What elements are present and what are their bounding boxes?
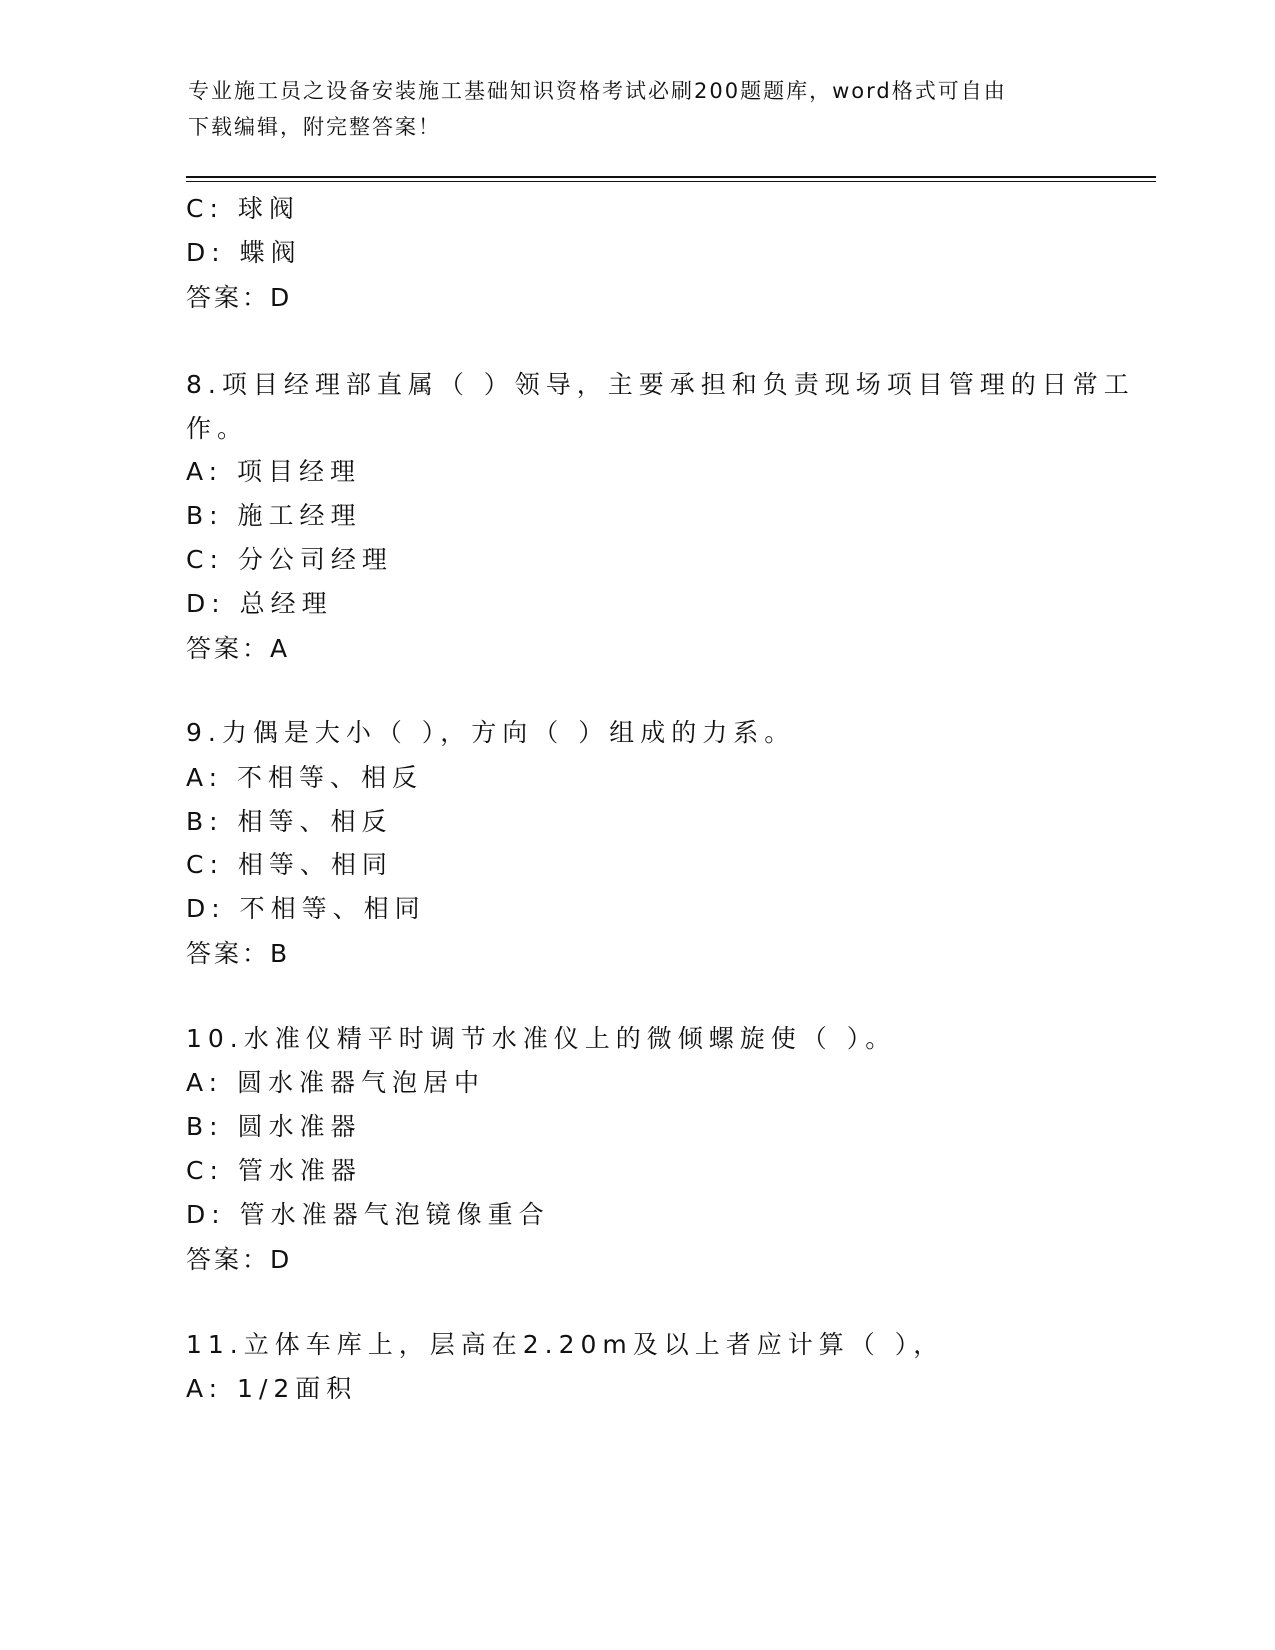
q9-option-a: A: 不相等、相反 <box>186 763 424 792</box>
q8-option-b: B: 施工经理 <box>186 501 362 530</box>
header-line-2: 下载编辑，附完整答案！ <box>188 115 441 139</box>
q9-option-b: B: 相等、相反 <box>186 807 393 836</box>
header-rule-thick <box>186 176 1156 178</box>
header-line-1: 专业施工员之设备安装施工基础知识资格考试必刷200题题库，word格式可自由 <box>188 79 1007 103</box>
q9-stem: 9.力偶是大小（ ），方向（ ）组成的力系。 <box>186 718 796 747</box>
q10-answer: 答案：D <box>186 1245 293 1274</box>
q8-option-c: C: 分公司经理 <box>186 545 393 574</box>
document-header <box>188 73 1088 145</box>
q11-option-a: A: 1/2面积 <box>186 1374 358 1403</box>
q9-option-d: D: 不相等、相同 <box>186 894 426 923</box>
q10-stem: 10.水准仪精平时调节水准仪上的微倾螺旋使（ ）。 <box>186 1024 897 1053</box>
q9-answer: 答案：B <box>186 939 291 968</box>
q7-answer: 答案：D <box>186 283 293 312</box>
header-rule-thin <box>186 181 1156 182</box>
q10-option-c: C: 管水准器 <box>186 1156 362 1185</box>
q7-option-c: C: 球阀 <box>186 194 300 223</box>
q10-option-a: A: 圆水准器气泡居中 <box>186 1068 486 1097</box>
q11-stem: 11.立体车库上，层高在2.20m及以上者应计算（ ）， <box>186 1330 945 1359</box>
q10-option-b: B: 圆水准器 <box>186 1112 362 1141</box>
q7-option-d: D: 蝶阀 <box>186 238 302 267</box>
q10-option-d: D: 管水准器气泡镜像重合 <box>186 1200 550 1229</box>
q9-option-c: C: 相等、相同 <box>186 850 393 879</box>
q8-answer: 答案：A <box>186 634 291 663</box>
q8-option-d: D: 总经理 <box>186 589 333 618</box>
q8-stem-line-1: 8.项目经理部直属（ ）领导，主要承担和负责现场项目管理的日常工 <box>186 370 1135 399</box>
q8-option-a: A: 项目经理 <box>186 457 362 486</box>
q8-stem-line-2: 作。 <box>186 414 249 443</box>
